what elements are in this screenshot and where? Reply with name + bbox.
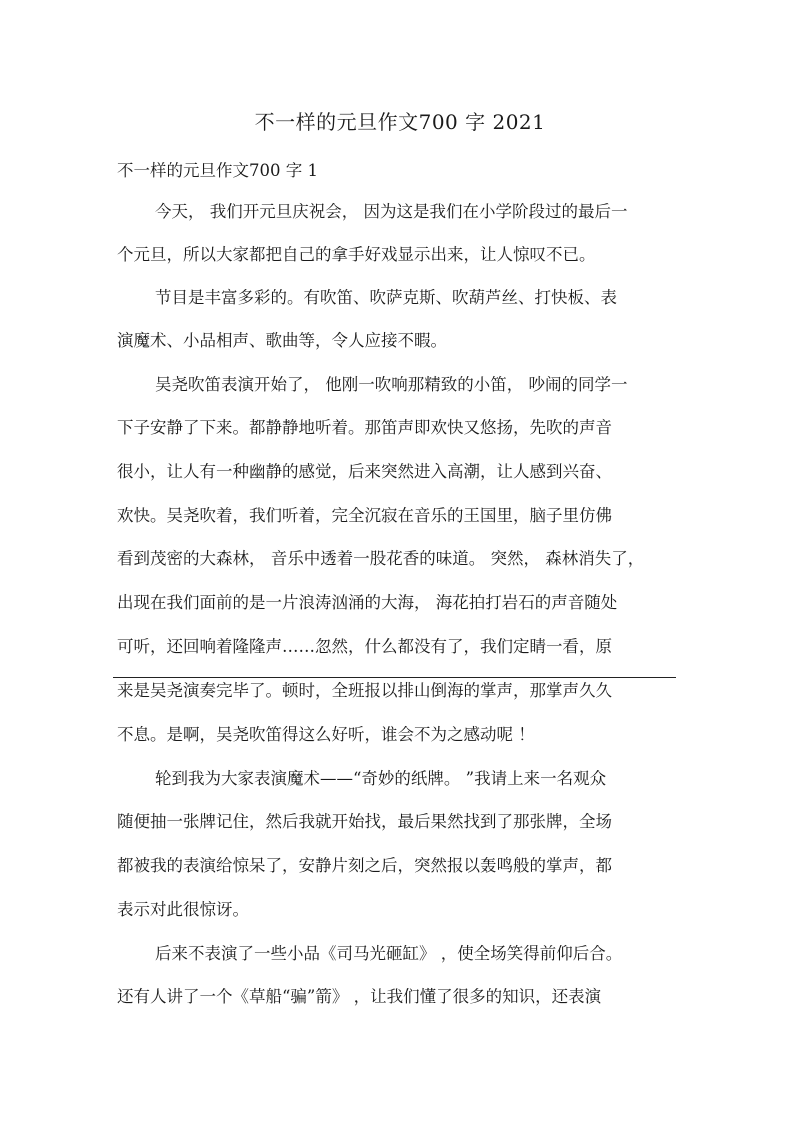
paragraph-line: 轮到我为大家表演魔术——“奇妙的纸牌。 ”我请上来一名观众	[155, 769, 607, 788]
paragraph-line: 下子安静了下来。都静静地听着。那笛声即欢快又悠扬，先吹的声音	[117, 418, 612, 437]
document-title: 不一样的元旦作文700 字 2021	[254, 110, 546, 134]
paragraph-line: 不息。是啊，吴尧吹笛得这么好听，谁会不为之感动呢 ！	[117, 725, 535, 744]
paragraph-line: 出现在我们面前的是一片浪涛汹涌的大海， 海花拍打岩石的声音随处	[117, 593, 618, 612]
paragraph-line: 节目是丰富多彩的。有吹笛、吹萨克斯、吹葫芦丝、打快板、表	[155, 288, 617, 307]
paragraph-line: 都被我的表演给惊呆了，安静片刻之后，突然报以轰鸣般的掌声，都	[117, 856, 612, 875]
paragraph-line: 个元旦，所以大家都把自己的拿手好戏显示出来，让人惊叹不已。	[117, 245, 596, 264]
paragraph-line: 看到茂密的大森林， 音乐中透着一股花香的味道。 突然， 森林消失了，	[117, 549, 645, 568]
paragraph-line: 很小，让人有一种幽静的感觉，后来突然进入高潮，让人感到兴奋、	[117, 462, 612, 481]
paragraph-line: 还有人讲了一个《草船“骗”箭》 ，让我们懂了很多的知识，还表演	[117, 987, 602, 1006]
paragraph-line: 可听，还回响着隆隆声……忽然，什么都没有了，我们定睛一看，原	[117, 637, 612, 656]
paragraph-line: 吴尧吹笛表演开始了， 他刚一吹响那精致的小笛， 吵闹的同学一	[155, 375, 628, 394]
horizontal-rule	[113, 677, 676, 678]
paragraph-line: 后来不表演了一些小品《司马光砸缸》 ，使全场笑得前仰后合。	[155, 944, 623, 963]
paragraph-line: 演魔术、小品相声、歌曲等，令人应接不暇。	[117, 331, 447, 350]
paragraph-line: 随便抽一张牌记住，然后我就开始找，最后果然找到了那张牌，全场	[117, 812, 612, 831]
paragraph-line: 今天， 我们开元旦庆祝会， 因为这是我们在小学阶段过的最后一	[155, 202, 628, 221]
paragraph-line: 表示对此很惊讶。	[117, 900, 249, 919]
paragraph-line: 来是吴尧演奏完毕了。顿时，全班报以排山倒海的掌声，那掌声久久	[117, 681, 612, 700]
paragraph-line: 欢快。吴尧吹着，我们听着，完全沉寂在音乐的王国里，脑子里仿佛	[117, 506, 612, 525]
section-heading: 不一样的元旦作文700 字 1	[117, 161, 318, 180]
